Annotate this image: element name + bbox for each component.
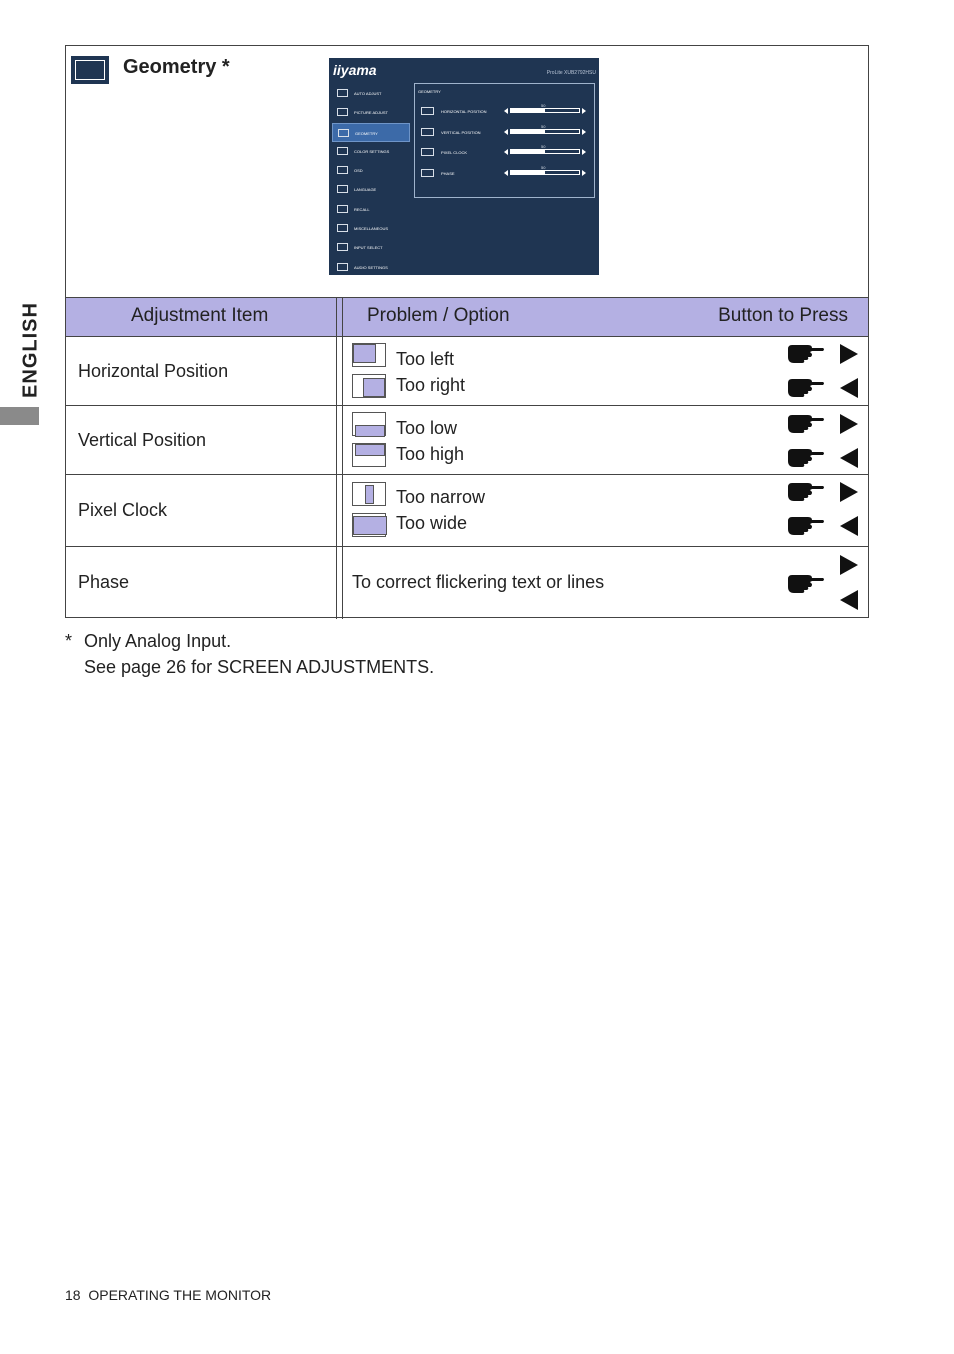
osd-row-horizontal-position[interactable]: HORIZONTAL POSITION 50	[421, 104, 591, 118]
header-button-to-press: Button to Press	[718, 305, 848, 326]
sliders-icon	[337, 224, 348, 232]
osd-screenshot	[329, 58, 599, 275]
increase-icon[interactable]	[582, 149, 586, 155]
language-label: ENGLISH	[19, 302, 42, 398]
level-slider[interactable]	[510, 170, 580, 175]
osd-menu-item-recall[interactable]: RECALL	[332, 200, 410, 219]
table-header	[66, 297, 868, 337]
hand-pointer-icon	[786, 571, 826, 599]
footer-text: OPERATING THE MONITOR	[88, 1287, 272, 1303]
too-left-diagram	[352, 343, 386, 367]
geometry-icon	[71, 56, 109, 84]
right-arrow-button-icon	[840, 482, 858, 502]
osd-row-pixel-clock[interactable]: PIXEL CLOCK 50	[421, 145, 591, 159]
hand-pointer-icon	[786, 513, 826, 541]
osd-menu-item-geometry[interactable]: GEOMETRY	[332, 123, 410, 142]
decrease-icon[interactable]	[504, 108, 508, 114]
osd-row-phase[interactable]: PHASE 50	[421, 166, 591, 180]
language-tab	[18, 300, 44, 400]
footnote-line-2: See page 26 for SCREEN ADJUSTMENTS.	[84, 657, 435, 677]
left-arrow-button-icon	[840, 516, 858, 536]
input-icon	[337, 243, 348, 251]
color-settings-icon	[337, 147, 348, 155]
geometry-section	[65, 45, 869, 618]
level-slider[interactable]	[510, 108, 580, 113]
decrease-icon[interactable]	[504, 129, 508, 135]
osd-geometry-panel	[414, 83, 595, 198]
osd-row-vertical-position[interactable]: VERTICAL POSITION 50	[421, 125, 591, 139]
right-arrow-button-icon	[840, 555, 858, 575]
left-arrow-button-icon	[840, 590, 858, 610]
left-arrow-button-icon	[840, 448, 858, 468]
osd-menu-item-language[interactable]: LANGUAGE	[332, 180, 410, 199]
osd-menu-item-color-settings[interactable]: COLOR SETTINGS	[332, 142, 410, 161]
section-title: Geometry *	[123, 56, 230, 78]
increase-icon[interactable]	[582, 170, 586, 176]
left-arrow-button-icon	[840, 378, 858, 398]
phase-icon	[421, 169, 434, 177]
osd-menu-item-audio-settings[interactable]: AUDIO SETTINGS	[332, 258, 410, 277]
right-arrow-button-icon	[840, 414, 858, 434]
osd-menu-item-input-select[interactable]: INPUT SELECT	[332, 238, 410, 257]
hand-pointer-icon	[786, 411, 826, 439]
increase-icon[interactable]	[582, 108, 586, 114]
osd-menu-item-osd[interactable]: OSD	[332, 161, 410, 180]
page-number: 18	[65, 1287, 81, 1303]
osd-menu	[332, 84, 410, 277]
hand-pointer-icon	[786, 479, 826, 507]
level-slider[interactable]	[510, 129, 580, 134]
page-footer	[65, 1287, 271, 1303]
pixel-clock-icon	[421, 148, 434, 156]
too-wide-diagram	[352, 513, 386, 537]
too-low-diagram	[352, 412, 386, 436]
osd-menu-item-picture-adjust[interactable]: PICTURE ADJUST	[332, 103, 410, 122]
decrease-icon[interactable]	[504, 170, 508, 176]
decrease-icon[interactable]	[504, 149, 508, 155]
auto-adjust-icon	[337, 89, 348, 97]
right-arrow-button-icon	[840, 344, 858, 364]
header-problem-option: Problem / Option	[367, 305, 510, 326]
speaker-icon	[337, 263, 348, 271]
globe-icon	[337, 185, 348, 193]
osd-icon	[337, 166, 348, 174]
level-slider[interactable]	[510, 149, 580, 154]
header-adjustment-item: Adjustment Item	[131, 305, 269, 326]
hand-pointer-icon	[786, 341, 826, 369]
hand-pointer-icon	[786, 445, 826, 473]
geometry-menu-icon	[338, 129, 349, 137]
vertical-position-icon	[421, 128, 434, 136]
too-high-diagram	[352, 443, 386, 467]
table-row: Phase To correct flickering text or lines	[66, 547, 868, 618]
osd-logo: iiyama	[333, 62, 377, 78]
recall-icon	[337, 205, 348, 213]
picture-adjust-icon	[337, 108, 348, 116]
side-marker	[0, 407, 39, 425]
increase-icon[interactable]	[582, 129, 586, 135]
table-row: Pixel Clock Too narrow Too wide	[66, 475, 868, 547]
footnote-line-1: Only Analog Input.	[84, 631, 232, 651]
hand-pointer-icon	[786, 375, 826, 403]
osd-model: ProLite XUB2792HSU	[546, 70, 596, 76]
table-row: Horizontal Position Too left Too right	[66, 336, 868, 406]
osd-menu-item-miscellaneous[interactable]: MISCELLANEOUS	[332, 219, 410, 238]
table-row: Vertical Position Too low Too high	[66, 406, 868, 475]
horizontal-position-icon	[421, 107, 434, 115]
osd-panel-title: GEOMETRY	[418, 89, 441, 94]
too-right-diagram	[352, 374, 386, 398]
osd-menu-item-auto-adjust[interactable]: AUTO ADJUST	[332, 84, 410, 103]
too-narrow-diagram	[352, 482, 386, 506]
